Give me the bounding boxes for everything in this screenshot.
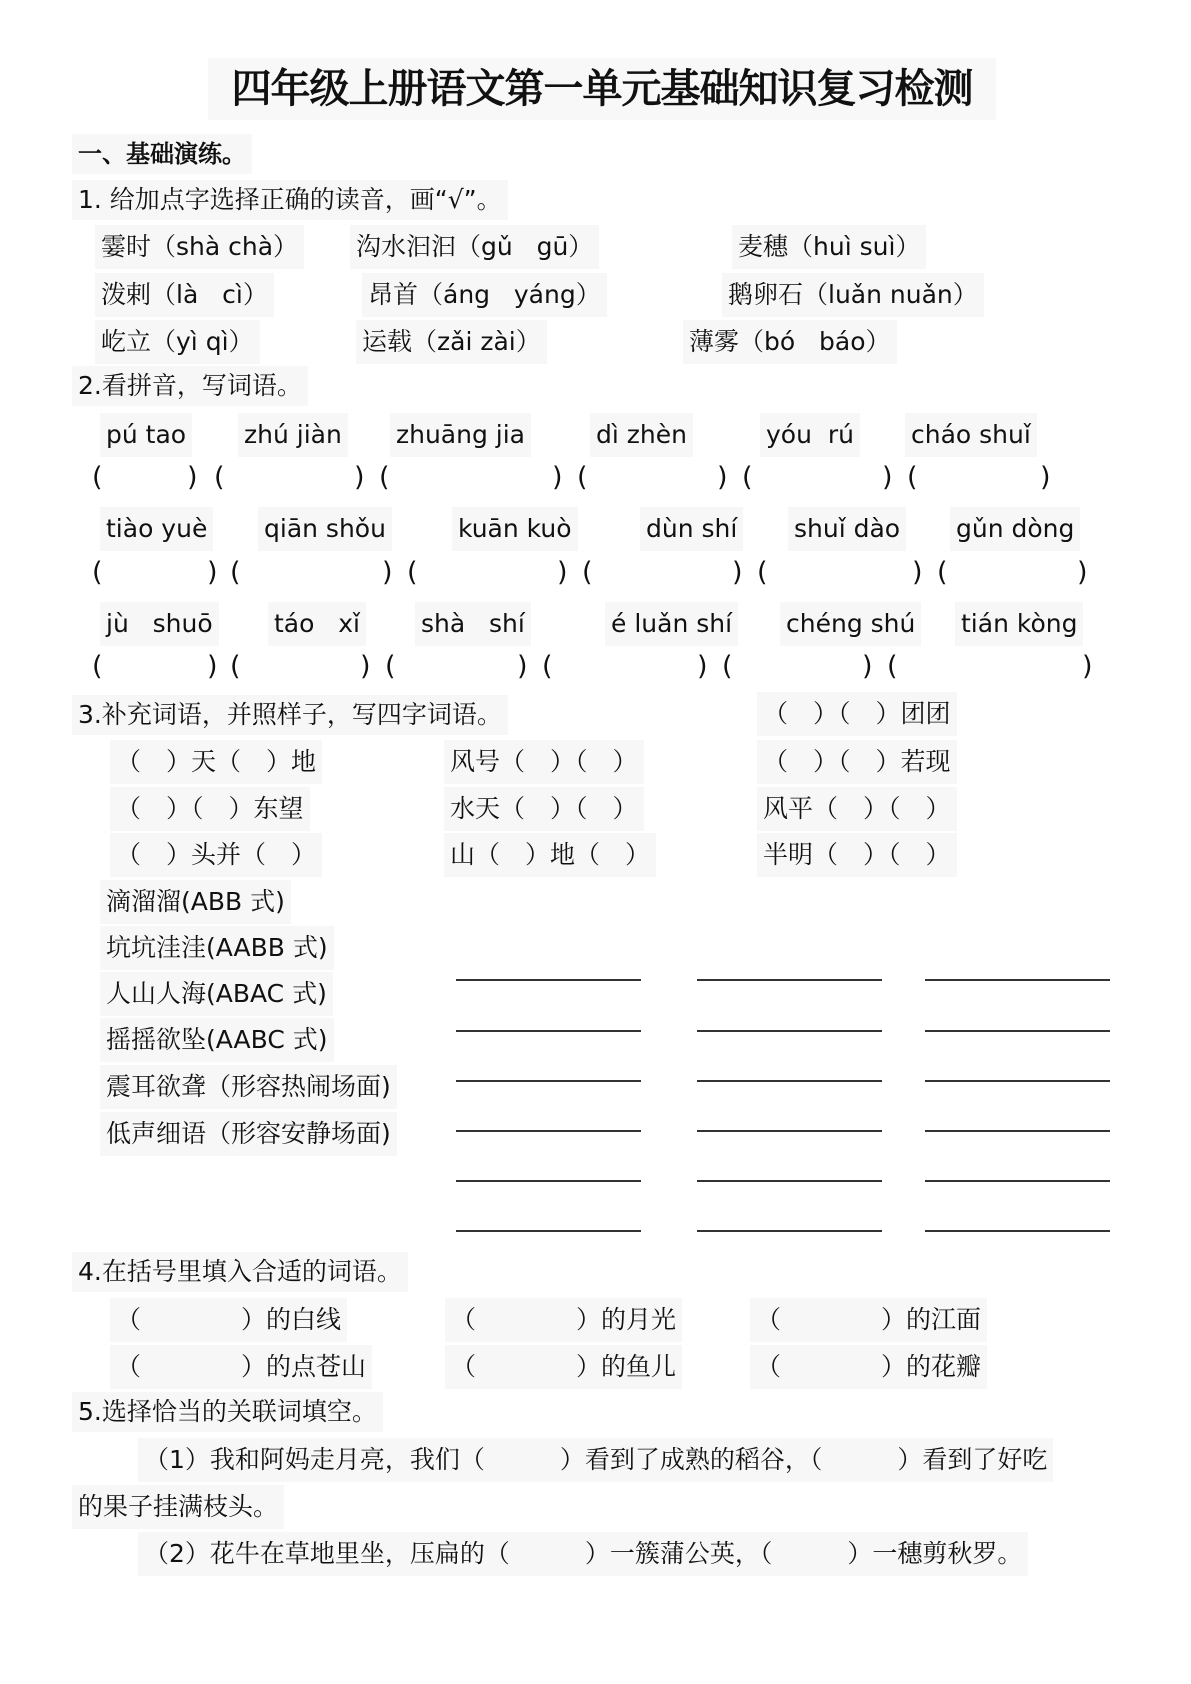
pinyin-3-5: chéng shú bbox=[780, 602, 921, 646]
pinyin-1-1: pú tao bbox=[100, 413, 192, 457]
question-3-prompt: 3.补充词语，并照样子，写四字词语。 bbox=[72, 695, 508, 735]
q4-item-5[interactable]: （ ）的鱼儿 bbox=[445, 1345, 682, 1389]
pinyin-2-1: tiào yuè bbox=[100, 507, 213, 551]
pinyin-1-5: yóu rú bbox=[760, 413, 860, 457]
answer-line[interactable] bbox=[697, 1130, 882, 1132]
pinyin-1-2: zhú jiàn bbox=[238, 413, 348, 457]
question-4-prompt: 4.在括号里填入合适的词语。 bbox=[72, 1252, 408, 1292]
answer-line[interactable] bbox=[456, 1180, 641, 1182]
q4-item-2[interactable]: （ ）的月光 bbox=[445, 1298, 682, 1342]
q5-sentence-2[interactable]: （2）花牛在草地里坐，压扁的（ ）一簇蒲公英，（ ）一穗剪秋罗。 bbox=[138, 1532, 1028, 1576]
answer-line[interactable] bbox=[697, 1180, 882, 1182]
q3-fill-6[interactable]: 水天（ ）（ ） bbox=[444, 787, 644, 831]
q1-item-6[interactable]: 鹅卵石（luǎn nuǎn） bbox=[722, 273, 984, 317]
q4-item-3[interactable]: （ ）的江面 bbox=[750, 1298, 987, 1342]
pinyin-1-4: dì zhèn bbox=[590, 413, 693, 457]
q3-fill-3[interactable]: 风号（ ）（ ） bbox=[444, 740, 644, 784]
pattern-aabb: 坑坑洼洼(AABB 式) bbox=[100, 926, 334, 970]
answer-line[interactable] bbox=[697, 1030, 882, 1032]
answer-line[interactable] bbox=[456, 1030, 641, 1032]
pattern-quiet: 低声细语（形容安静场面) bbox=[100, 1112, 397, 1156]
answer-line[interactable] bbox=[456, 979, 641, 981]
answer-line[interactable] bbox=[697, 979, 882, 981]
pinyin-2-2: qiān shǒu bbox=[258, 507, 392, 551]
question-2-prompt: 2.看拼音，写词语。 bbox=[72, 366, 308, 406]
pinyin-1-3: zhuāng jia bbox=[390, 413, 531, 457]
pattern-noisy: 震耳欲聋（形容热闹场面) bbox=[100, 1065, 397, 1109]
q1-item-5[interactable]: 昂首（áng yáng） bbox=[362, 273, 607, 317]
pinyin-2-5: shuǐ dào bbox=[788, 507, 906, 551]
q1-item-7[interactable]: 屹立（yì qì） bbox=[95, 320, 260, 364]
pinyin-3-2: táo xǐ bbox=[268, 602, 366, 646]
page-title: 四年级上册语文第一单元基础知识复习检测 bbox=[208, 58, 996, 120]
pinyin-3-4: é luǎn shí bbox=[605, 602, 738, 646]
pinyin-1-6: cháo shuǐ bbox=[905, 413, 1037, 457]
pinyin-3-1: jù shuō bbox=[100, 602, 219, 646]
pinyin-3-3: shà shí bbox=[415, 602, 531, 646]
q5-sentence-1[interactable]: （1）我和阿妈走月亮，我们（ ）看到了成熟的稻谷，（ ）看到了好吃 bbox=[138, 1438, 1053, 1482]
q1-item-1[interactable]: 霎时（shà chà） bbox=[95, 225, 304, 269]
question-1-prompt: 1. 给加点字选择正确的读音，画“√”。 bbox=[72, 180, 508, 220]
pinyin-2-3: kuān kuò bbox=[452, 507, 578, 551]
answer-line[interactable] bbox=[925, 1080, 1110, 1082]
q4-item-1[interactable]: （ ）的白线 bbox=[110, 1298, 347, 1342]
q1-item-8[interactable]: 运载（zǎi zài） bbox=[356, 320, 547, 364]
answer-row-1[interactable]: ( ) ( ) ( ) ( ) ( ) ( ) bbox=[92, 462, 1051, 493]
q3-fill-10[interactable]: 半明（ ）（ ） bbox=[757, 833, 957, 877]
answer-line[interactable] bbox=[456, 1080, 641, 1082]
q3-fill-1[interactable]: （ ）（ ）团团 bbox=[757, 692, 957, 736]
question-5-prompt: 5.选择恰当的关联词填空。 bbox=[72, 1392, 383, 1432]
q1-item-3[interactable]: 麦穗（huì suì） bbox=[732, 225, 926, 269]
q3-fill-5[interactable]: （ ）（ ）东望 bbox=[110, 787, 310, 831]
q5-sentence-1-cont: 的果子挂满枝头。 bbox=[72, 1485, 284, 1529]
q4-item-6[interactable]: （ ）的花瓣 bbox=[750, 1345, 987, 1389]
pattern-abac: 人山人海(ABAC 式) bbox=[100, 972, 333, 1016]
answer-line[interactable] bbox=[925, 1030, 1110, 1032]
q1-item-4[interactable]: 泼剌（là cì） bbox=[95, 273, 274, 317]
answer-line[interactable] bbox=[697, 1230, 882, 1232]
answer-line[interactable] bbox=[925, 979, 1110, 981]
q3-fill-9[interactable]: 山（ ）地（ ） bbox=[444, 833, 656, 877]
pinyin-3-6: tián kòng bbox=[955, 602, 1083, 646]
pattern-abb: 滴溜溜(ABB 式) bbox=[100, 880, 291, 924]
answer-line[interactable] bbox=[925, 1180, 1110, 1182]
q3-fill-4[interactable]: （ ）（ ）若现 bbox=[757, 740, 957, 784]
q1-item-9[interactable]: 薄雾（bó báo） bbox=[683, 320, 897, 364]
pattern-aabc: 摇摇欲坠(AABC 式) bbox=[100, 1018, 334, 1062]
q4-item-4[interactable]: （ ）的点苍山 bbox=[110, 1345, 372, 1389]
answer-line[interactable] bbox=[925, 1230, 1110, 1232]
section-heading: 一、基础演练。 bbox=[72, 134, 252, 174]
answer-row-3[interactable]: ( ) ( ) ( ) ( ) ( ) ( ) bbox=[92, 651, 1093, 682]
pinyin-2-6: gǔn dòng bbox=[950, 507, 1080, 551]
answer-line[interactable] bbox=[456, 1130, 641, 1132]
q1-item-2[interactable]: 沟水汩汩（gǔ gū） bbox=[350, 225, 599, 269]
pinyin-2-4: dùn shí bbox=[640, 507, 743, 551]
answer-line[interactable] bbox=[697, 1080, 882, 1082]
q3-fill-2[interactable]: （ ）天（ ）地 bbox=[110, 740, 322, 784]
q3-fill-8[interactable]: （ ）头并（ ） bbox=[110, 833, 322, 877]
answer-line[interactable] bbox=[456, 1230, 641, 1232]
answer-line[interactable] bbox=[925, 1130, 1110, 1132]
q3-fill-7[interactable]: 风平（ ）（ ） bbox=[757, 787, 957, 831]
answer-row-2[interactable]: ( ) ( ) ( ) ( ) ( ) ( ) bbox=[92, 557, 1088, 588]
